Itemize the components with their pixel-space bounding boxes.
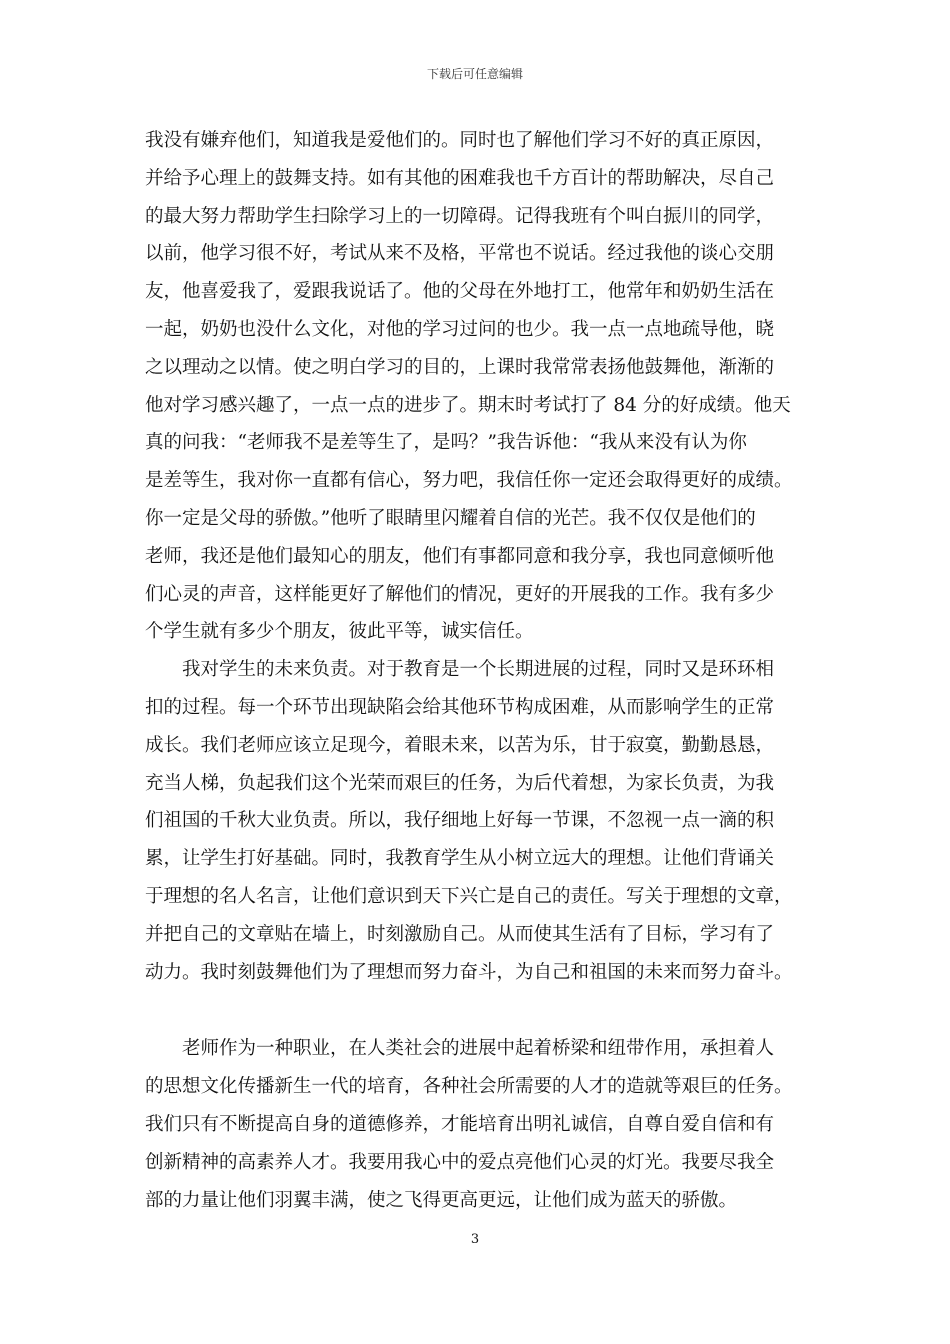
text-line: 真的问我：“老师我不是差等生了，是吗？”我告诉他：“我从来没有认为你	[145, 432, 747, 454]
text-line: 他对学习感兴趣了，一点一点的进步了。期末时考试打了 84 分的好成绩。他天	[145, 394, 791, 416]
text-line: 之以理动之以情。使之明白学习的目的，上课时我常常表扬他鼓舞他，渐渐的	[145, 356, 775, 378]
text-line: 老师作为一种职业，在人类社会的进展中起着桥梁和纽带作用，承担着人	[182, 1038, 775, 1060]
text-line: 以前，他学习很不好，考试从来不及格，平常也不说话。经过我他的谈心交朋	[145, 243, 775, 265]
text-line: 于理想的名人名言，让他们意识到天下兴亡是自己的责任。写关于理想的文章，	[145, 885, 793, 907]
text-line: 并给予心理上的鼓舞支持。如有其他的困难我也千方百计的帮助解决，尽自己	[145, 167, 775, 189]
paragraph-1	[145, 122, 808, 651]
text-line: 的最大努力帮助学生扫除学习上的一切障碍。记得我班有个叫白振川的同学，	[145, 205, 775, 227]
text-line: 我没有嫌弃他们，知道我是爱他们的。同时也了解他们学习不好的真正原因，	[145, 130, 775, 151]
page-number: 3	[470, 1232, 480, 1247]
text-line: 是差等生，我对你一直都有信心，努力吧，我信任你一定还会取得更好的成绩。	[145, 470, 793, 492]
text-line: 创新精神的高素养人才。我要用我心中的爱点亮他们心灵的灯光。我要尽我全	[145, 1151, 775, 1173]
text-line: 成长。我们老师应该立足现今，着眼未来，以苦为乐，甘于寂寞，勤勤恳恳，	[145, 734, 775, 756]
paragraph-2	[145, 651, 808, 991]
paragraph-3	[145, 1030, 808, 1219]
text-line: 一起，奶奶也没什么文化，对他的学习过问的也少。我一点一点地疏导他，晓	[145, 318, 775, 340]
text-line: 扣的过程。每一个环节出现缺陷会给其他环节构成困难，从而影响学生的正常	[145, 696, 775, 718]
text-line: 并把自己的文章贴在墙上，时刻激励自己。从而使其生活有了目标，学习有了	[145, 923, 775, 945]
text-line: 们心灵的声音，这样能更好了解他们的情况，更好的开展我的工作。我有多少	[145, 583, 775, 605]
text-line: 友，他喜爱我了，爱跟我说话了。他的父母在外地打工，他常年和奶奶生活在	[145, 281, 775, 303]
text-line: 们祖国的千秋大业负责。所以，我仔细地上好每一节课，不忽视一点一滴的积	[145, 810, 775, 832]
text-line: 累，让学生打好基础。同时，我教育学生从小树立远大的理想。让他们背诵关	[145, 848, 775, 870]
document-body	[145, 122, 808, 1219]
text-line: 个学生就有多少个朋友，彼此平等，诚实信任。	[145, 621, 534, 643]
text-line: 老师，我还是他们最知心的朋友，他们有事都同意和我分享，我也同意倾听他	[145, 545, 775, 567]
text-line: 你一定是父母的骄傲。”他听了眼睛里闪耀着自信的光芒。我不仅仅是他们的	[145, 507, 756, 529]
text-line: 充当人梯，负起我们这个光荣而艰巨的任务，为后代着想，为家长负责，为我	[145, 772, 775, 794]
text-line: 的思想文化传播新生一代的培育，各种社会所需要的人才的造就等艰巨的任务。	[145, 1076, 793, 1098]
paragraph-spacer	[145, 991, 808, 1030]
text-line: 动力。我时刻鼓舞他们为了理想而努力奋斗，为自己和祖国的未来而努力奋斗。	[145, 961, 793, 983]
page-header: 下载后可任意编辑	[426, 67, 523, 81]
text-line: 部的力量让他们羽翼丰满，使之飞得更高更远，让他们成为蓝天的骄傲。	[145, 1189, 738, 1211]
text-line: 我对学生的未来负责。对于教育是一个长期进展的过程，同时又是环环相	[182, 659, 775, 681]
text-line: 我们只有不断提高自身的道德修养，才能培育出明礼诚信，自尊自爱自信和有	[145, 1113, 775, 1135]
